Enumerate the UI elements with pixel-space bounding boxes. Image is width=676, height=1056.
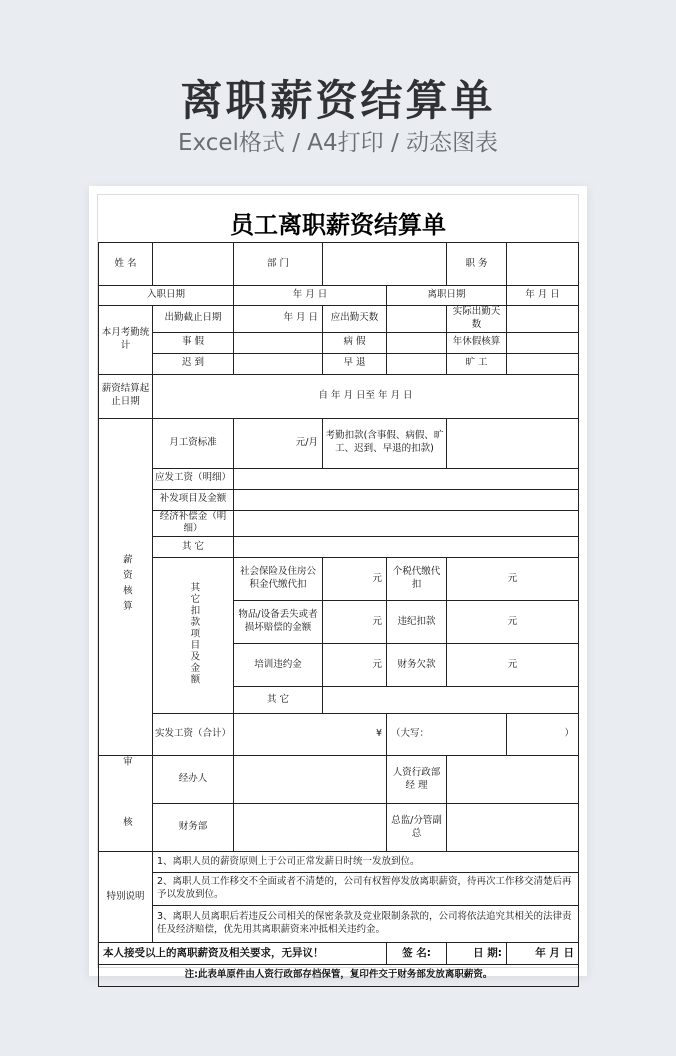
date-label: 日 期: <box>447 943 507 965</box>
payable-value[interactable] <box>234 468 579 489</box>
other-deduct-label: 其它扣款项目及金额 <box>153 558 234 714</box>
loss-label: 物品/设备丢失或者损坏赔偿的金额 <box>234 601 323 644</box>
name-label: 姓 名 <box>99 243 153 286</box>
yen-sign[interactable]: ¥ <box>234 714 387 756</box>
monthly-std-unit[interactable]: 元/月 <box>234 418 323 468</box>
annual-leave-value[interactable] <box>507 332 579 353</box>
leave-date-value[interactable]: 年 月 日 <box>507 286 579 306</box>
violation-label: 违纪扣款 <box>387 601 447 644</box>
attendance-cutoff-label: 出勤截止日期 <box>153 306 234 333</box>
late-value[interactable] <box>234 353 323 374</box>
loss-unit[interactable]: 元 <box>323 601 387 644</box>
dept-value[interactable] <box>323 243 447 286</box>
hire-date-label: 入职日期 <box>99 286 234 306</box>
sign-label[interactable]: 签 名: <box>387 943 447 965</box>
note-2: 2、离职人员工作移交不全面或者不清楚的，公司有权暂停发放离职薪资，待再次工作移交清楚后再予以发放到位。 <box>153 873 579 906</box>
name-value[interactable] <box>153 243 234 286</box>
finance-value[interactable] <box>234 804 387 852</box>
dept-label: 部 门 <box>234 243 323 286</box>
debt-unit[interactable]: 元 <box>447 644 579 687</box>
attendance-cutoff-value[interactable]: 年 月 日 <box>234 306 323 333</box>
director-label: 总监/分管副 总 <box>387 804 447 852</box>
salary-check-label: 薪资核算 <box>99 418 153 756</box>
leave-date-label: 离职日期 <box>387 286 507 306</box>
attendance-deduct-label: 考勤扣款(含事假、病假、旷工、迟到、早退的扣款) <box>323 418 447 468</box>
personal-leave-label: 事 假 <box>153 332 234 353</box>
absence-label: 旷 工 <box>447 353 507 374</box>
director-value[interactable] <box>447 804 579 852</box>
annual-leave-label: 年休假核算 <box>447 332 507 353</box>
attendance-deduct-value[interactable] <box>447 418 579 468</box>
capital-close: ） <box>507 714 579 756</box>
actual-days-label: 实际出勤天数 <box>447 306 507 333</box>
attendance-label: 本月考勤统 计 <box>99 306 153 375</box>
supplement-label: 补发项目及金额 <box>153 489 234 510</box>
sick-leave-value[interactable] <box>387 332 447 353</box>
net-pay-label: 实发工资（合计） <box>153 714 234 756</box>
required-days-value[interactable] <box>387 306 447 333</box>
note-1: 1、离职人员的薪资原则上于公司正常发薪日时统一发放到位。 <box>153 852 579 873</box>
training-label: 培训违约金 <box>234 644 323 687</box>
notes-label: 特别说明 <box>99 852 153 943</box>
hire-date-value[interactable]: 年 月 日 <box>234 286 387 306</box>
social-ins-unit[interactable]: 元 <box>323 558 387 601</box>
banner-subtitle: Excel格式 / A4打印 / 动态图表 <box>177 130 499 156</box>
banner-title: 离职薪资结算单 <box>180 76 496 125</box>
payable-label: 应发工资（明细） <box>153 468 234 489</box>
sick-leave-label: 病 假 <box>323 332 387 353</box>
late-label: 迟 到 <box>153 353 234 374</box>
hr-manager-value[interactable] <box>447 756 579 804</box>
sign-date-value[interactable]: 年 月 日 <box>507 943 579 965</box>
capital-label[interactable]: （大写： <box>387 714 507 756</box>
hr-manager-label: 人资行政部经 理 <box>387 756 447 804</box>
settle-period-value[interactable]: 自 年 月 日至 年 月 日 <box>153 374 579 418</box>
handler-value[interactable] <box>234 756 387 804</box>
other2-label: 其 它 <box>234 687 323 714</box>
accept-text: 本人接受以上的离职薪资及相关要求，无异议！ <box>99 943 387 965</box>
debt-label: 财务欠款 <box>387 644 447 687</box>
actual-days-value[interactable] <box>507 306 579 333</box>
early-leave-label: 早 退 <box>323 353 387 374</box>
absence-value[interactable] <box>507 353 579 374</box>
handler-label: 经办人 <box>153 756 234 804</box>
settle-period-label: 薪资结算起止日期 <box>99 374 153 418</box>
tax-unit[interactable]: 元 <box>447 558 579 601</box>
early-leave-value[interactable] <box>387 353 447 374</box>
settlement-table <box>98 242 579 987</box>
social-ins-label: 社会保险及住房公积金代缴代扣 <box>234 558 323 601</box>
supplement-value[interactable] <box>234 489 579 510</box>
finance-label: 财务部 <box>153 804 234 852</box>
other-label: 其 它 <box>153 537 234 558</box>
required-days-label: 应出勤天数 <box>323 306 387 333</box>
tax-label: 个税代缴代扣 <box>387 558 447 601</box>
position-value[interactable] <box>507 243 579 286</box>
form-title: 员工离职薪资结算单 <box>230 211 446 239</box>
other-value[interactable] <box>234 537 579 558</box>
compensation-value[interactable] <box>234 510 579 537</box>
training-unit[interactable]: 元 <box>323 644 387 687</box>
position-label: 职 务 <box>447 243 507 286</box>
note-3: 3、离职人员离职后若违反公司相关的保密条款及竞业限制条款的，公司将依法追究其相关的法律责任及经济赔偿，优先用其离职薪资来冲抵相关违约金。 <box>153 906 579 943</box>
compensation-label: 经济补偿金（明细） <box>153 510 234 537</box>
violation-unit[interactable]: 元 <box>447 601 579 644</box>
personal-leave-value[interactable] <box>234 332 323 353</box>
other2-value[interactable] <box>323 687 579 714</box>
footer-note: 注:此表单原件由人资行政部存档保管，复印件交于财务部发放离职薪资。 <box>99 965 579 987</box>
monthly-std-label: 月工资标准 <box>153 418 234 468</box>
review-label: 审 核 <box>99 756 153 852</box>
